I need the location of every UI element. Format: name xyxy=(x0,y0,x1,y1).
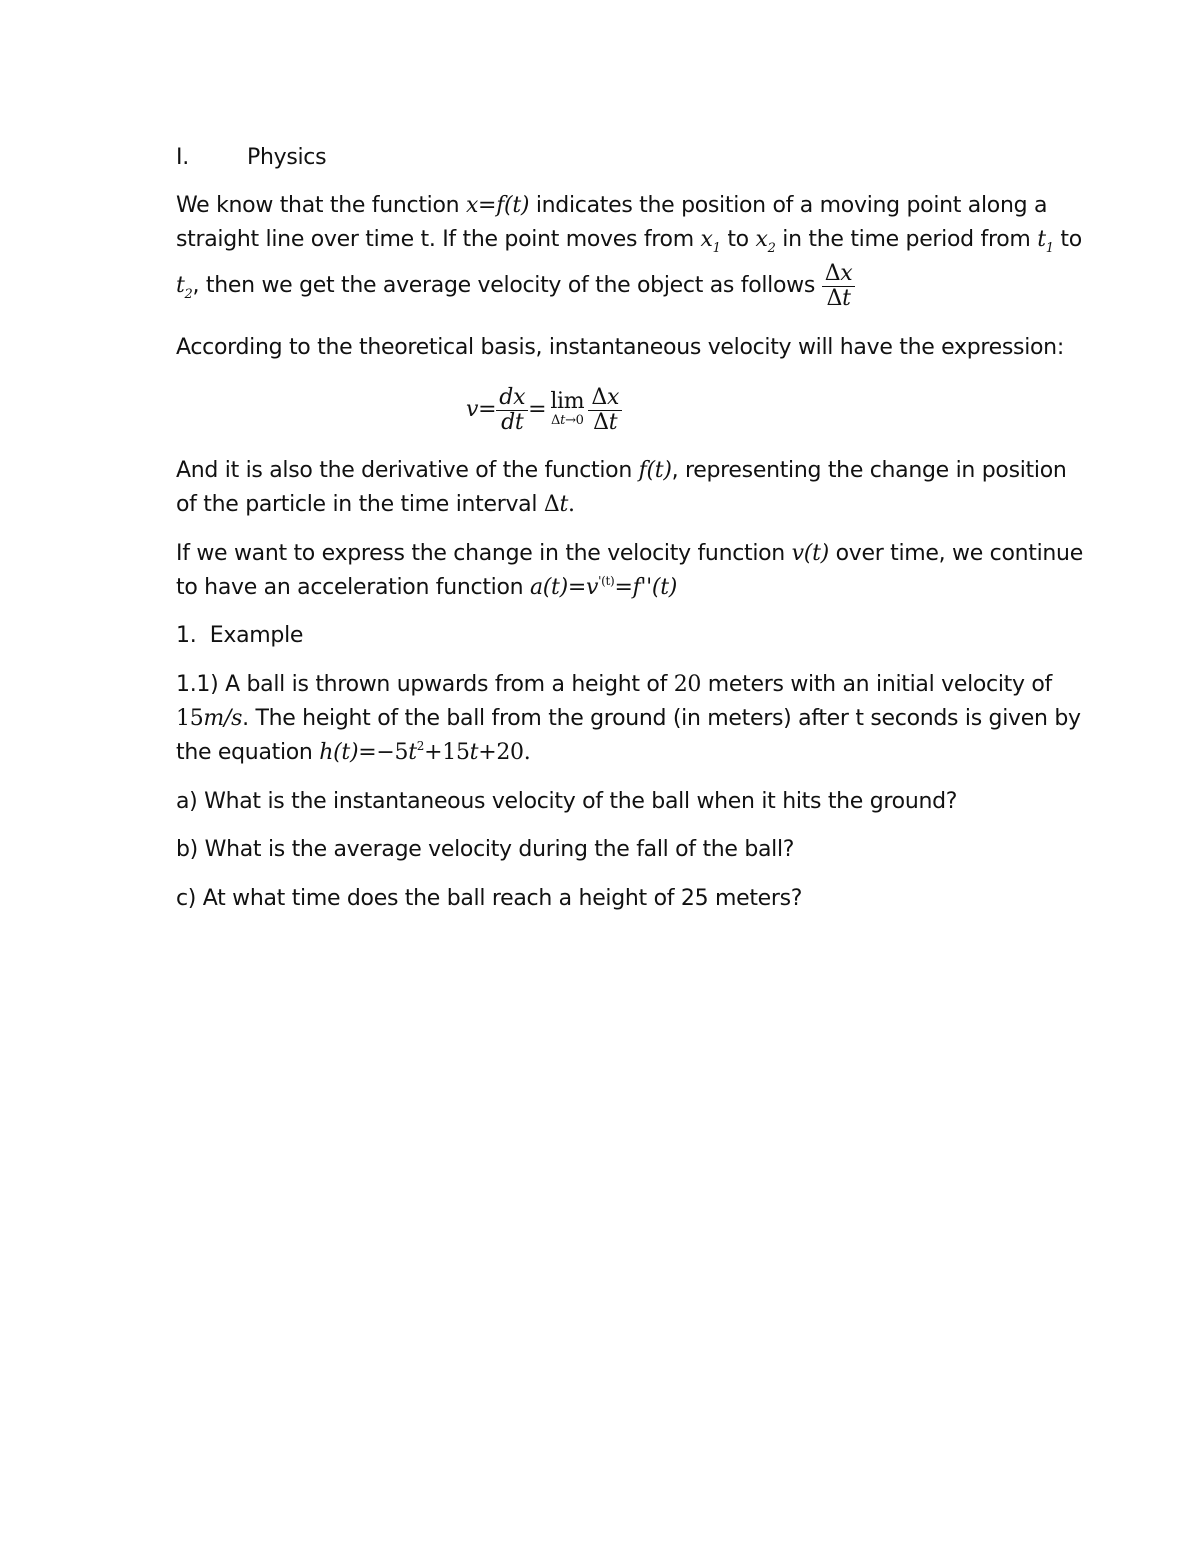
x2-symbol: $x_2$ xyxy=(755,227,776,256)
x1-symbol: $x_1$ xyxy=(700,227,721,256)
instantaneous-velocity-formula: v= $\frac{dx}{dt}$ = lim Δt→0 $\frac{\Delta x}{\Delta t}$ xyxy=(466,384,622,436)
question-b: b) What is the average velocity during the fall of the ball? xyxy=(176,837,795,862)
average-velocity-fraction: $\frac{\Delta x}{\Delta t}$ xyxy=(822,262,856,311)
height-equation: $h(t)=-5t^2+15t+20$. xyxy=(319,739,531,765)
problem-line-2: 15m/s. The height of the ball from the ground (in meters) after t seconds is given by xyxy=(176,706,1081,731)
problem-line-1: 1.1) A ball is thrown upwards from a height of 20 meters with an initial velocity of xyxy=(176,672,1052,697)
position-function: x=f(t) xyxy=(465,193,530,218)
derivative-line-2: of the particle in the time interval Δt. xyxy=(176,492,575,517)
intro-line-2: straight line over time t. If the point moves from $x_1$ to $x_2$ in the time period from $t_1$ to xyxy=(176,227,1082,256)
t2-symbol: $t_2$ xyxy=(176,273,193,302)
question-c: c) At what time does the ball reach a height of 25 meters? xyxy=(176,886,803,911)
intro-line-1: We know that the function x=f(t) indicates the position of a moving point along a xyxy=(176,193,1048,218)
section-number: I. xyxy=(176,145,189,170)
theory-line: According to the theoretical basis, instantaneous velocity will have the expression: xyxy=(176,335,1064,360)
section-heading xyxy=(176,145,327,171)
t1-symbol: $t_1$ xyxy=(1037,227,1054,256)
example-heading: 1. Example xyxy=(176,623,304,648)
derivative-line-1: And it is also the derivative of the function f(t), representing the change in position xyxy=(176,458,1067,483)
acceleration-line-1: If we want to express the change in the velocity function v(t) over time, we continue xyxy=(176,541,1083,566)
problem-line-3: the equation $h(t)=-5t^2+15t+20$. xyxy=(176,739,531,765)
section-title: Physics xyxy=(247,145,327,170)
question-a: a) What is the instantaneous velocity of the ball when it hits the ground? xyxy=(176,789,958,814)
acceleration-formula: $a(t)=v^{'(t)}=f''(t)$ xyxy=(529,574,678,600)
acceleration-line-2: to have an acceleration function $a(t)=v^{'(t)}=f''(t)$ xyxy=(176,574,678,600)
intro-line-3: $t_2$, then we get the average velocity of the object as follows $\frac{\Delta x}{\Delta t}$ xyxy=(176,260,855,315)
